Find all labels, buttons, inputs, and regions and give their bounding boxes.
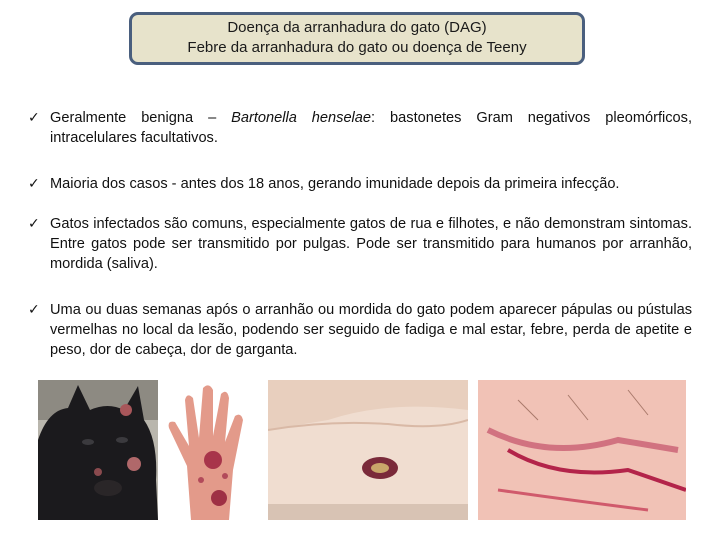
hand-with-lesions-photo [163,380,253,520]
check-icon: ✓ [28,176,40,192]
title-line-1: Doença da arranhadura do gato (DAG) [227,19,487,36]
bullet-3-text: Gatos infectados são comuns, especialmente gatos de rua e filhotes, e não demonstram sintomas. Entre gatos pode ser transmitido por pulgas. Pode ser transmitido para humanos por arranhão, mordida (saliva). [50,216,692,272]
bullet-2-text: Maioria dos casos - antes dos 18 anos, gerando imunidade depois da primeira infecção. [50,176,620,192]
bullet-3 [28,214,692,274]
title-line-2: Febre da arranhadura do gato ou doença de Teeny [187,39,527,56]
black-cat-with-lesions-photo [38,380,158,520]
bullet-1-species: Bartonella henselae [231,110,372,126]
check-icon: ✓ [28,110,40,126]
check-icon: ✓ [28,216,40,232]
bullet-1-post: : bastonetes Gram negativos pleomórficos, intracelulares facultativos. [50,110,693,146]
bullet-1 [28,108,692,148]
wrist-with-pustule-photo [268,380,468,520]
title-box [129,12,585,65]
bullet-2 [28,174,692,194]
bullet-list [28,108,692,386]
scratched-skin-photo [478,380,686,520]
check-icon: ✓ [28,302,40,318]
bullet-1-pre: Geralmente benigna – [50,110,232,126]
bullet-4 [28,300,692,360]
bullet-4-text: Uma ou duas semanas após o arranhão ou mordida do gato podem aparecer pápulas ou pústulas vermelhas no local da lesão, podendo ser seguido de fadiga e mal estar, febre, perda de apetite e peso, dor de cabeça, dor de garganta. [50,302,692,358]
